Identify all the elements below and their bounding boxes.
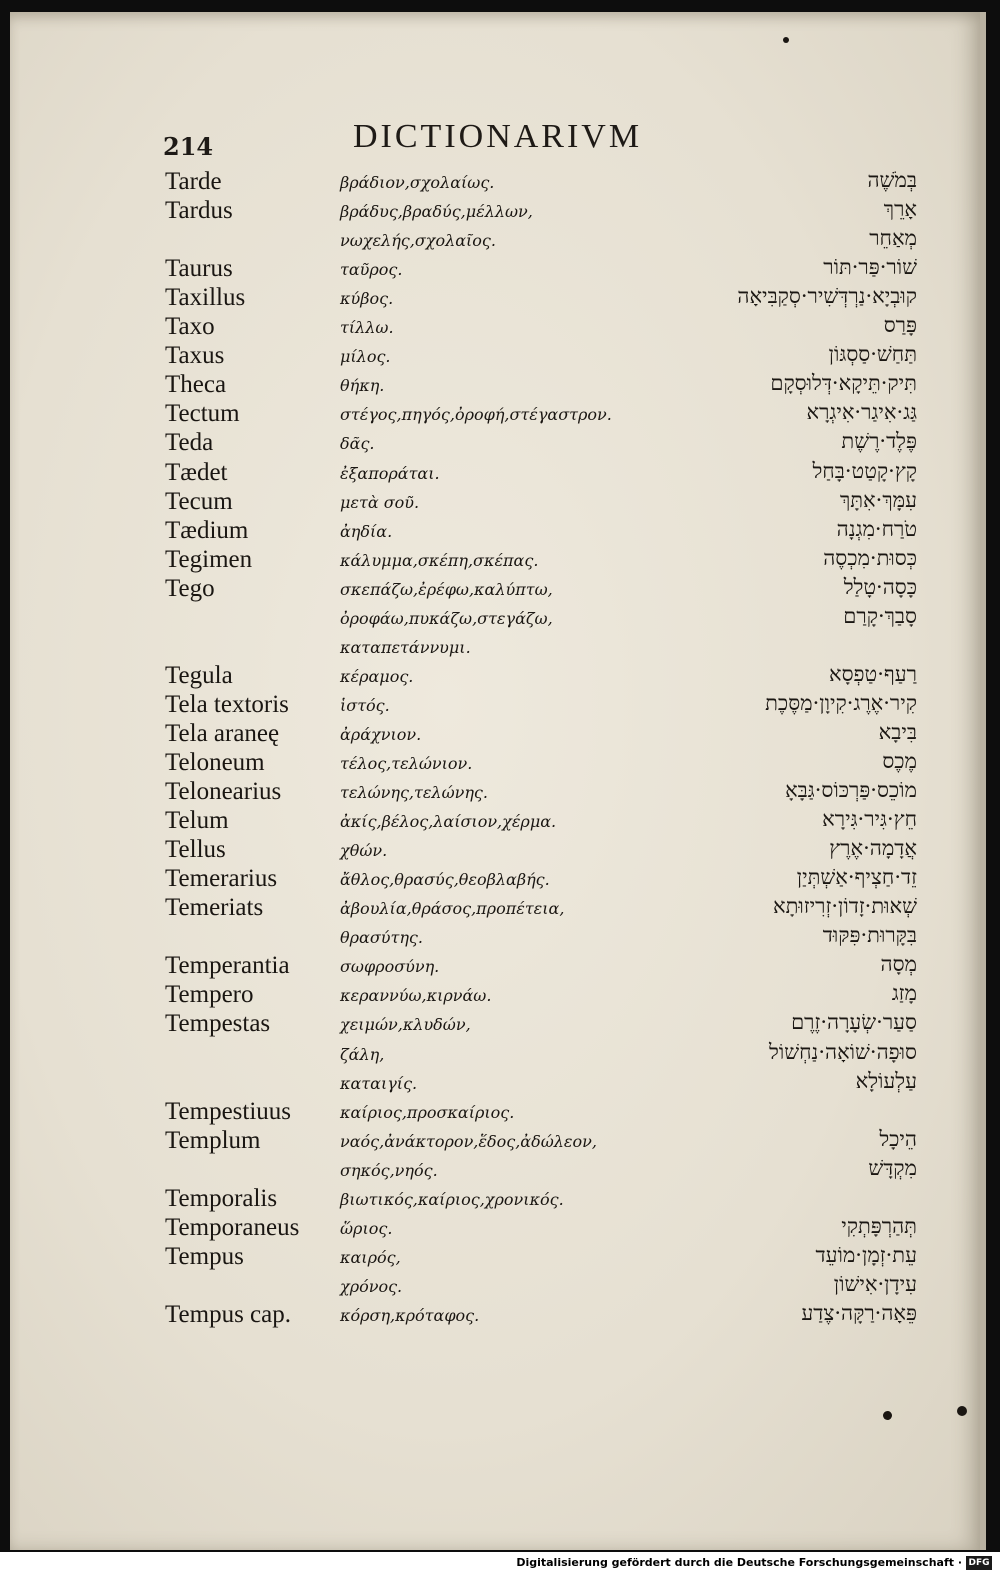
greek-gloss: ἀράχνιον. [340, 725, 422, 744]
hebrew-gloss: עַלְעוֹלָא [855, 1069, 917, 1093]
latin-headword: Tego [165, 575, 215, 602]
greek-gloss: χθών. [340, 841, 388, 860]
latin-headword: Tela textoris [165, 691, 289, 718]
entry-row [0, 575, 1000, 604]
latin-headword: Tempero [165, 981, 254, 1008]
entry-row [0, 604, 1000, 633]
greek-gloss: ταῦρος. [340, 260, 403, 279]
entry-row [0, 197, 1000, 226]
greek-gloss: καταιγίς. [340, 1074, 418, 1093]
entry-row [0, 720, 1000, 749]
greek-gloss: ὀροφάω,πυκάζω,στεγάζω, [340, 609, 553, 628]
entry-row [0, 1127, 1000, 1156]
greek-gloss: καταπετάννυμι. [340, 638, 471, 657]
latin-headword: Tellus [165, 836, 226, 863]
latin-headword: Temporaneus [165, 1214, 300, 1241]
latin-headword: Tædet [165, 459, 228, 486]
hebrew-gloss: עִידָן·אִישׁוֹן [833, 1272, 917, 1296]
greek-gloss: ἀβουλία,θράσος,προπέτεια, [340, 899, 565, 918]
greek-gloss: χρόνος. [340, 1277, 403, 1296]
greek-gloss: θήκη. [340, 376, 385, 395]
entry-row [0, 923, 1000, 952]
entry-row [0, 1069, 1000, 1098]
hebrew-gloss: תִּיק·תֵּיקָא·דְּלוּסְקָם [770, 371, 917, 395]
greek-gloss: ὥριος. [340, 1219, 393, 1238]
latin-headword: Temperantia [165, 952, 290, 979]
entry-row [0, 1098, 1000, 1127]
greek-gloss: μετὰ σοῦ. [340, 493, 420, 512]
hebrew-gloss: בִּקָּרוּת·פִּקּוּד [822, 923, 917, 947]
latin-headword: Temporalis [165, 1185, 278, 1212]
entry-row [0, 284, 1000, 313]
entry-row [0, 1272, 1000, 1301]
hebrew-gloss: חֵץ·גִּיר·גִּירָא [822, 807, 917, 831]
latin-headword: Temeriats [165, 894, 264, 921]
entry-row [0, 952, 1000, 981]
entry-row [0, 255, 1000, 284]
entry-row [0, 778, 1000, 807]
hebrew-gloss: שְׁאוּת·זָדוֹן·זְרִיזוּתָא [773, 894, 917, 918]
hebrew-gloss: עִמָּךְ·אִתָּךְ [839, 488, 917, 512]
greek-gloss: θρασύτης. [340, 928, 423, 947]
greek-gloss: τίλλω. [340, 318, 394, 337]
greek-gloss: κάλυμμα,σκέπη,σκέπας. [340, 551, 539, 570]
latin-headword: Taurus [165, 255, 233, 282]
hebrew-gloss: גַּג·אִיגַר·אִיגְרָא [806, 400, 917, 424]
latin-headword: Tardus [165, 197, 233, 224]
latin-headword: Teda [165, 429, 214, 456]
greek-gloss: στέγος,πηγός,ὀροφή,στέγαστρον. [340, 405, 612, 424]
page-number: 214 [163, 132, 214, 161]
hebrew-gloss: כְּסוּת·מִכְסֶה [823, 546, 917, 570]
hebrew-gloss: מוֹכֵס·פַּרְכּוֹס·גַּבָּאָ [785, 778, 917, 802]
latin-headword: Tempus cap. [165, 1301, 291, 1328]
hebrew-gloss: הֵיכָל [879, 1127, 917, 1151]
latin-headword: Tempus [165, 1243, 244, 1270]
latin-headword: Tegula [165, 662, 233, 689]
hebrew-gloss: קִיר·אֶרֶג·קִיוָן·מַסֶּכֶת [765, 691, 917, 715]
greek-gloss: βράδυς,βραδύς,μέλλων, [340, 202, 533, 221]
hebrew-gloss: מְסָה [880, 952, 917, 976]
greek-gloss: κέραμος. [340, 667, 414, 686]
greek-gloss: δᾶς. [340, 434, 375, 453]
hebrew-gloss: עֵת·זְמָן·מוֹעֵד [815, 1243, 917, 1267]
latin-headword: Tarde [165, 168, 222, 195]
greek-gloss: κόρση,κρόταφος. [340, 1306, 480, 1325]
latin-headword: Tectum [165, 400, 240, 427]
dfg-logo: DFG [966, 1556, 992, 1570]
hebrew-gloss: סָבַךְ·קָרַם [843, 604, 917, 628]
entry-row [0, 1214, 1000, 1243]
greek-gloss: σηκός,νηός. [340, 1161, 438, 1180]
greek-gloss: τελώνης,τελώνης. [340, 783, 488, 802]
greek-gloss: ζάλη, [340, 1045, 385, 1064]
hebrew-gloss: פֶּלֶד·רֶשֶׁת [841, 429, 917, 453]
latin-headword: Tædium [165, 517, 249, 544]
greek-gloss: ναός,ἀνάκτορον,ἕδος,ἀδώλεον, [340, 1132, 597, 1151]
hebrew-gloss: בִּיבָא [878, 720, 917, 744]
greek-gloss: ἀκίς,βέλος,λαίσιον,χέρμα. [340, 812, 557, 831]
hebrew-gloss: פֵּאָה·רַקָּה·צֶדַע [801, 1301, 917, 1325]
entry-row [0, 1156, 1000, 1185]
greek-gloss: ἐξαποράται. [340, 464, 440, 483]
greek-gloss: καίριος,προσκαίριος. [340, 1103, 515, 1122]
latin-headword: Templum [165, 1127, 261, 1154]
entry-row [0, 400, 1000, 429]
entry-row [0, 1301, 1000, 1330]
greek-gloss: σωφροσύνη. [340, 957, 440, 976]
entry-row [0, 226, 1000, 255]
hebrew-gloss: מְאַחֵר [869, 226, 917, 250]
entry-row [0, 371, 1000, 400]
hebrew-gloss: מִקְדָּשׁ [868, 1156, 917, 1180]
footer-credit: Digitalisierung gefördert durch die Deutsche Forschungsgemeinschaft · [516, 1556, 962, 1569]
latin-headword: Tempestiuus [165, 1098, 292, 1125]
entry-row [0, 546, 1000, 575]
entry-row [0, 313, 1000, 342]
hebrew-gloss: בְּמֹשֶׁה [867, 168, 917, 192]
entry-row [0, 836, 1000, 865]
latin-headword: Taxillus [165, 284, 246, 311]
entry-row [0, 865, 1000, 894]
hebrew-gloss: פָּרַס [883, 313, 917, 337]
greek-gloss: βιωτικός,καίριος,χρονικός. [340, 1190, 564, 1209]
greek-gloss: μίλος. [340, 347, 391, 366]
hebrew-gloss: אֲדָמָה·אֶרֶץ [829, 836, 917, 860]
greek-gloss: καιρός, [340, 1248, 401, 1267]
hebrew-gloss: שׁוֹר·פַּר·תּוֹר [823, 255, 917, 279]
hebrew-gloss: טֹרַח·מִגְנָה [836, 517, 917, 541]
hebrew-gloss: אָרֵךְ [883, 197, 917, 221]
greek-gloss: ἱστός. [340, 696, 390, 715]
hebrew-gloss: קָץ·קָטַט·בָּחַל [812, 459, 917, 483]
entry-row [0, 749, 1000, 778]
entry-row [0, 633, 1000, 662]
entry-row [0, 459, 1000, 488]
latin-headword: Telum [165, 807, 229, 834]
greek-gloss: ἄθλος,θρασύς,θεοβλαβής. [340, 870, 550, 889]
hebrew-gloss: תַּחַשׁ·סַסְגּוֹן [828, 342, 917, 366]
greek-gloss: νωχελής,σχολαῖος. [340, 231, 496, 250]
latin-headword: Telonearius [165, 778, 282, 805]
entry-row [0, 981, 1000, 1010]
hebrew-gloss: רַעַף·טַפְסָא [829, 662, 917, 686]
entry-row [0, 168, 1000, 197]
entry-row [0, 1010, 1000, 1039]
greek-gloss: βράδιον,σχολαίως. [340, 173, 495, 192]
entry-row [0, 691, 1000, 720]
latin-headword: Tela araneę [165, 720, 280, 747]
entry-row [0, 662, 1000, 691]
greek-gloss: χειμών,κλυδών, [340, 1015, 471, 1034]
entry-row [0, 517, 1000, 546]
hebrew-gloss: מָזַג [891, 981, 917, 1005]
entry-row [0, 429, 1000, 458]
hebrew-gloss: מֶכֶס [882, 749, 917, 773]
latin-headword: Theca [165, 371, 227, 398]
greek-gloss: τέλος,τελώνιον. [340, 754, 473, 773]
hebrew-gloss: תְּהַרְפָּתְקִי [841, 1214, 917, 1238]
entry-row [0, 1185, 1000, 1214]
greek-gloss: ἀηδία. [340, 522, 393, 541]
entry-row [0, 488, 1000, 517]
latin-headword: Temerarius [165, 865, 278, 892]
latin-headword: Taxus [165, 342, 225, 369]
latin-headword: Tecum [165, 488, 233, 515]
latin-headword: Taxo [165, 313, 215, 340]
greek-gloss: σκεπάζω,ἐρέφω,καλύπτω, [340, 580, 553, 599]
latin-headword: Teloneum [165, 749, 265, 776]
latin-headword: Tempestas [165, 1010, 271, 1037]
hebrew-gloss: כָּסָה·טָלַל [843, 575, 917, 599]
greek-gloss: κεραννύω,κιρνάω. [340, 986, 492, 1005]
hebrew-gloss: זֵד·חַצְיף·אַשְׁתְּיַן [796, 865, 917, 889]
entry-row [0, 1040, 1000, 1069]
entry-row [0, 807, 1000, 836]
hebrew-gloss: קוּבְיָא·נַרְדְּשִׁיר·סְקַבִּיאָה [737, 284, 917, 308]
latin-headword: Tegimen [165, 546, 253, 573]
entry-row [0, 894, 1000, 923]
entry-row [0, 342, 1000, 371]
running-head: DICTIONARIVM [353, 118, 643, 155]
hebrew-gloss: סוּפָה·שׁוֹאָה·נַחְשׁוֹל [769, 1040, 917, 1064]
entry-row [0, 1243, 1000, 1272]
hebrew-gloss: סַעַר·שְׂעָרָה·זֶרֶם [791, 1010, 917, 1034]
greek-gloss: κύβος. [340, 289, 394, 308]
